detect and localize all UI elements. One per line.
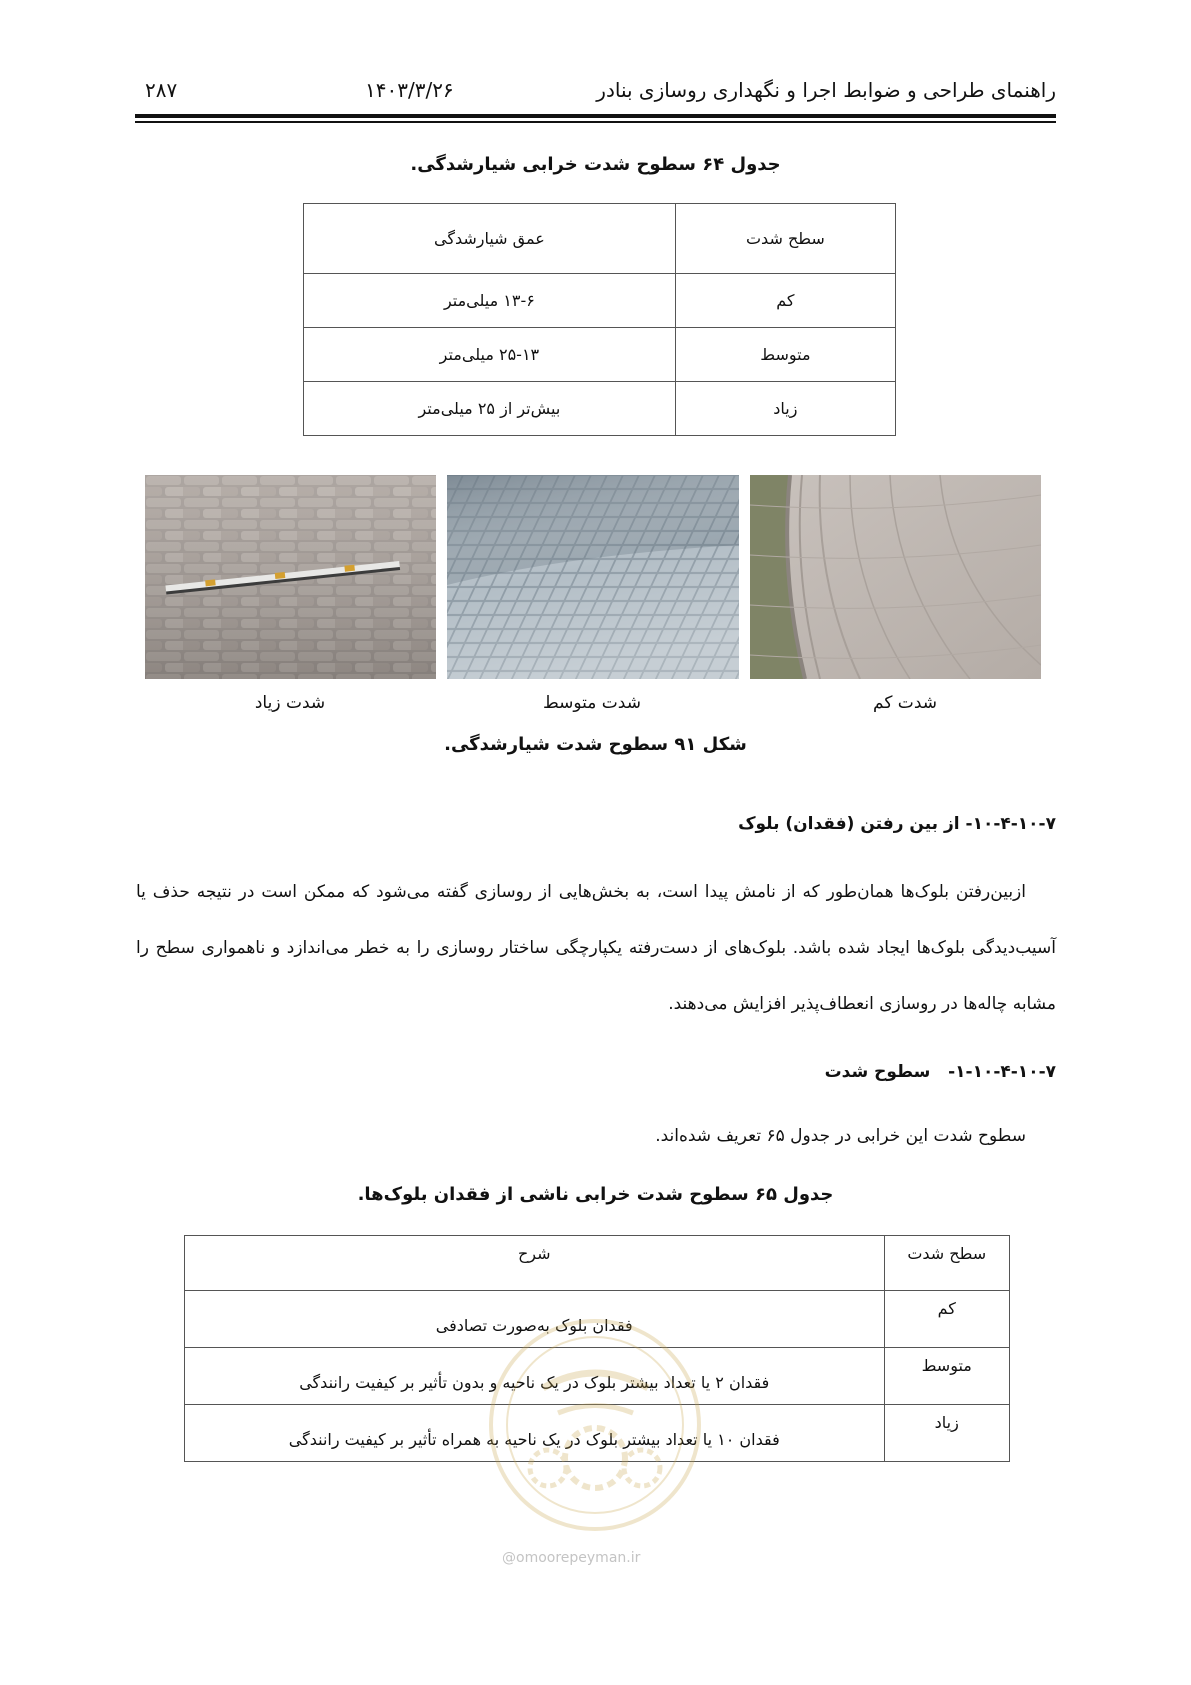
table-65-caption: جدول ۶۵ سطوح شدت خرابی ناشی از فقدان بلوک‌ها. bbox=[357, 1184, 834, 1205]
table-cell: زیاد bbox=[884, 1405, 1010, 1462]
photo-label-medium: شدت متوسط bbox=[543, 693, 641, 713]
table-cell: ۱۳-۶ میلی‌متر bbox=[304, 274, 676, 328]
table-header-cell: سطح شدت bbox=[884, 1236, 1010, 1291]
table-cell: ۲۵-۱۳ میلی‌متر bbox=[304, 328, 676, 382]
table-header-cell: عمق شیارشدگی bbox=[304, 204, 676, 274]
table-cell: بیش‌تر از ۲۵ میلی‌متر bbox=[304, 382, 676, 436]
header-title: راهنمای طراحی و ضوابط اجرا و نگهداری روسازی بنادر bbox=[596, 78, 1056, 102]
table-cell: فقدان بلوک به‌صورت تصادفی bbox=[185, 1291, 885, 1348]
table-64-caption: جدول ۶۴ سطوح شدت خرابی شیارشدگی. bbox=[410, 154, 781, 175]
watermark-seal-icon bbox=[488, 1318, 702, 1532]
subsection-paragraph: سطوح شدت این خرابی در جدول ۶۵ تعریف شده‌اند. bbox=[655, 1126, 1026, 1146]
table-cell: متوسط bbox=[884, 1348, 1010, 1405]
table-cell: کم bbox=[675, 274, 895, 328]
photo-low-severity bbox=[750, 475, 1041, 679]
watermark-text: @omoorepeyman.ir bbox=[502, 1550, 641, 1566]
section-paragraph: ازبین‌رفتن بلوک‌ها همان‌طور که از نامش پیدا است، به بخش‌هایی از روسازی گفته می‌شود که ممکن است در نتیجه حذف یا آسیب‌دیدگی بلوک‌ها ایجاد شده باشد. بلوک‌های از دست‌رفته یکپارچگی ساختار روسازی را به خطر می‌اندازد و ناهمواری سطح را مشابه چاله‌ها در روسازی انعطاف‌پذیر افزایش می‌دهند. bbox=[136, 882, 1056, 1014]
table-row bbox=[304, 328, 896, 382]
photo-label-high: شدت زیاد bbox=[254, 693, 326, 713]
header-date: ۱۴۰۳/۳/۲۶ bbox=[365, 78, 454, 102]
table-cell: زیاد bbox=[675, 382, 895, 436]
figure-91-caption: شکل ۹۱ سطوح شدت شیارشدگی. bbox=[444, 734, 747, 755]
table-header-cell: سطح شدت bbox=[675, 204, 895, 274]
table-cell: متوسط bbox=[675, 328, 895, 382]
photo-medium-severity bbox=[447, 475, 739, 679]
table-cell: فقدان ۱۰ یا تعداد بیشتر بلوک در یک ناحیه به همراه تأثیر بر کیفیت رانندگی bbox=[185, 1405, 885, 1462]
header-rule-thick bbox=[135, 114, 1056, 118]
page-number: ۲۸۷ bbox=[145, 78, 178, 102]
table-header-row bbox=[304, 204, 896, 274]
photo-high-severity bbox=[145, 475, 436, 679]
table-row bbox=[304, 274, 896, 328]
table-header-cell: شرح bbox=[185, 1236, 885, 1291]
subsection-heading: ۱-۱۰-۴-۱۰-۷- سطوح شدت bbox=[824, 1062, 1056, 1082]
header-rule-thin bbox=[135, 121, 1056, 123]
table-cell: فقدان ۲ یا تعداد بیشتر بلوک در یک ناحیه و بدون تأثیر بر کیفیت رانندگی bbox=[185, 1348, 885, 1405]
table-64 bbox=[303, 203, 896, 436]
photo-label-low: شدت کم bbox=[873, 693, 937, 713]
table-row bbox=[304, 382, 896, 436]
section-heading: ۱۰-۴-۱۰-۷- از بین رفتن (فقدان) بلوک bbox=[738, 814, 1056, 834]
table-header-row bbox=[185, 1236, 1010, 1291]
table-cell: کم bbox=[884, 1291, 1010, 1348]
